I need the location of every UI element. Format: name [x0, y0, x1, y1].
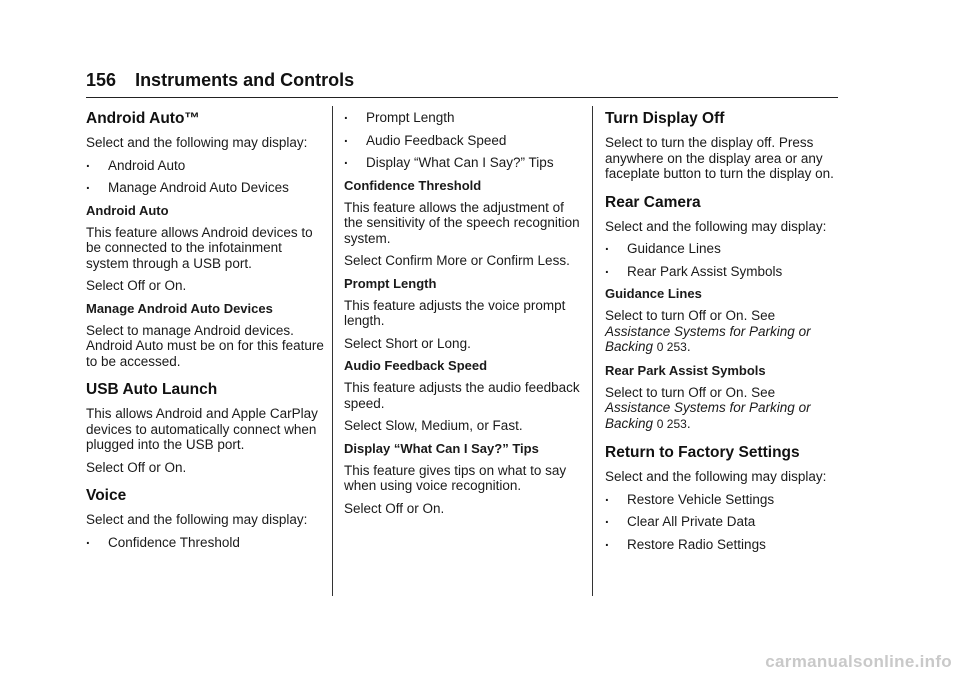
subheading: Rear Park Assist Symbols: [605, 362, 766, 378]
section-heading-android-auto: Android Auto™: [86, 110, 200, 127]
section-heading-turn-display-off: Turn Display Off: [605, 110, 725, 127]
paragraph: Select Off or On.: [344, 500, 445, 516]
paragraph: Select to manage Android devices. Android Auto must be on for this feature to be accessed.: [86, 322, 324, 369]
column-3: [605, 110, 843, 559]
subheading: Android Auto: [86, 202, 169, 218]
page-number: 156: [86, 70, 117, 90]
paragraph: This feature allows Android devices to be connected to the infotainment system through a USB port.: [86, 224, 313, 271]
section-heading-rear-camera: Rear Camera: [605, 193, 701, 211]
list-item: . Confidence Threshold: [86, 535, 324, 551]
paragraph: Select Confirm More or Confirm Less.: [344, 253, 570, 268]
column-2: [344, 110, 582, 523]
paragraph: This allows Android and Apple CarPlay devices to automatically connect when plugged into the USB port.: [86, 406, 318, 452]
subheading: Prompt Length: [344, 275, 437, 291]
list-item: . Restore Vehicle Settings: [605, 492, 843, 508]
list-item: . Clear All Private Data: [605, 514, 843, 530]
section-heading-voice: Voice: [86, 487, 127, 504]
list-item: . Rear Park Assist Symbols: [605, 264, 843, 280]
section-heading-usb: USB Auto Launch: [86, 381, 218, 398]
list-item: . Prompt Length: [344, 110, 582, 126]
list-item: . Display “What Can I Say?” Tips: [344, 155, 582, 171]
paragraph: Select to turn Off or On. See Assistance Systems for Parking or Backing 0 253.: [605, 308, 811, 354]
paragraph: Select to turn the display off. Press anywhere on the display area or any faceplate button to turn the display on.: [605, 135, 834, 181]
paragraph: Select and the following may display:: [86, 512, 308, 527]
paragraph: This feature adjusts the voice prompt length.: [344, 297, 566, 328]
paragraph: Select and the following may display:: [605, 469, 827, 484]
list-item: . Guidance Lines: [605, 241, 843, 257]
subheading: Guidance Lines: [605, 286, 702, 301]
cross-reference-link[interactable]: Assistance Systems for Parking or Backing: [605, 400, 811, 431]
paragraph-text: Select to turn Off or On. See: [605, 384, 776, 400]
paragraph-text: Select to turn Off or On. See: [605, 308, 776, 323]
subheading: Manage Android Auto Devices: [86, 300, 273, 316]
subheading: Confidence Threshold: [344, 177, 482, 193]
column-divider: [592, 106, 593, 596]
paragraph: Select Slow, Medium, or Fast.: [344, 418, 523, 433]
list-item: . Android Auto: [86, 158, 324, 174]
column-1: [86, 110, 324, 557]
watermark: carmanualsonline.info: [765, 652, 952, 671]
subheading: Display “What Can I Say?” Tips: [344, 440, 539, 456]
list-item: . Audio Feedback Speed: [344, 133, 582, 149]
page-title: Instruments and Controls: [135, 70, 355, 90]
section-heading-factory-settings: Return to Factory Settings: [605, 444, 800, 461]
list-item: . Manage Android Auto Devices: [86, 180, 324, 196]
paragraph: This feature adjusts the audio feedback speed.: [344, 380, 580, 411]
paragraph: Select Off or On.: [86, 459, 187, 475]
subheading: Audio Feedback Speed: [344, 358, 488, 373]
cross-reference-link[interactable]: Assistance Systems for Parking or Backing: [605, 323, 811, 354]
paragraph: Select and the following may display:: [605, 218, 827, 234]
column-divider: [332, 106, 333, 596]
paragraph: Select to turn Off or On. See Assistance Systems for Parking or Backing 0 253.: [605, 384, 811, 431]
paragraph: This feature allows the adjustment of the sensitivity of the speech recognition system.: [344, 199, 580, 246]
page-header: [86, 70, 838, 98]
list-item: . Restore Radio Settings: [605, 537, 843, 553]
paragraph: Select Short or Long.: [344, 335, 471, 351]
paragraph: Select Off or On.: [86, 278, 187, 293]
page-reference[interactable]: 0 253: [656, 340, 687, 354]
paragraph: This feature gives tips on what to say when using voice recognition.: [344, 462, 567, 493]
paragraph: Select and the following may display:: [86, 135, 308, 150]
page-reference[interactable]: 0 253: [656, 416, 687, 431]
